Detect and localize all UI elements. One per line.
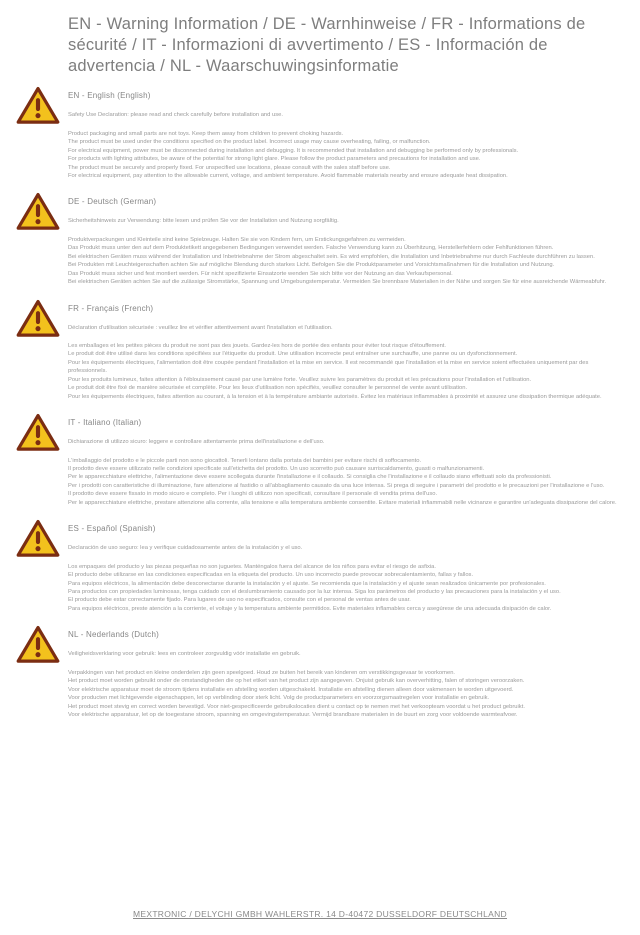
section-content xyxy=(68,87,626,180)
section-content xyxy=(68,520,626,613)
warning-icon-column xyxy=(0,300,68,340)
warning-line: The product must be used under the conditions specified on the product label. Incorrect usage may cause overheating, failing, or malfunction. xyxy=(68,139,431,146)
warning-line: Voor elektrische apparatuur, let op de toegestane stroom, spanning en omgevingstemperatuur. Vermijd brandbare materialen in de buurt en zorg voor voldoende warmteafvoer. xyxy=(68,711,518,718)
section-es xyxy=(0,520,626,613)
warning-icon-column xyxy=(0,414,68,454)
warning-line: Per le apparecchiature elettriche, l'alimentazione deve essere scollegata durante l'installazione e il collaudo. Si consiglia che l'installazione e il collaudo siano effettuati solo da professionisti. xyxy=(68,474,552,481)
warning-triangle-icon xyxy=(15,191,61,233)
warning-line: Les emballages et les petites pièces du produit ne sont pas des jouets. Gardez-les hors de portée des enfants pour éviter tout risque d'étouffement. xyxy=(68,342,447,349)
warning-line: Los empaques del producto y las piezas pequeñas no son juguetes. Manténgalos fuera del alcance de los niños para evitar el riesgo de asfixia. xyxy=(68,563,437,570)
section-content xyxy=(68,626,626,719)
warning-triangle-icon xyxy=(15,298,61,340)
warning-icon-column xyxy=(0,193,68,233)
section-body-de xyxy=(68,236,620,287)
warning-line: El producto debe estar correctamente fijado. Para lugares de uso no especificados, consulte con el personal de ventas antes de usar. xyxy=(68,597,411,604)
section-intro-it: Dichiarazione di utilizzo sicuro: leggere e controllare attentamente prima dell'installazione e dell'uso. xyxy=(68,439,325,446)
warning-line: Voor producten met lichtgevende eigenschappen, let op verblinding door sterk licht. Volg de productparameters en voorzorgsmaatregelen voor installatie en gebruik. xyxy=(68,695,490,702)
warning-line: Le produit doit être utilisé dans les conditions spécifiées sur l'étiquette du produit. Une utilisation incorrecte peut entraîner une surchauffe, une panne ou un dysfonctionnement. xyxy=(68,351,518,358)
warning-line: Il prodotto deve essere utilizzato nelle condizioni specificate sull'etichetta del prodotto. Un uso scorretto può causare surriscaldamento, guasti o malfunzionamenti. xyxy=(68,465,485,472)
warning-line: L'imballaggio del prodotto e le piccole parti non sono giocattoli. Tenerli lontano dalla portata dei bambini per evitare rischi di soffocamento. xyxy=(68,457,422,464)
warning-triangle-icon xyxy=(15,624,61,666)
warning-line: Das Produkt muss unter den auf dem Produktetikett angegebenen Bedingungen verwendet werden. Falsche Verwendung kann zu Überhitzung, Herstellerfehlern oder Fehlfunktionen führen. xyxy=(68,245,554,252)
warning-line: For electrical equipment, power must be disconnected during installation and debugging. It is recommended that installation and debugging be performed only by professionals. xyxy=(68,147,519,154)
warning-line: Produktverpackungen und Kleinteile sind keine Spielzeuge. Halten Sie sie von Kindern fern, um Erstickungsgefahren zu vermeiden. xyxy=(68,236,406,243)
section-body-es xyxy=(68,563,620,614)
section-heading-it: IT - Italiano (Italian) xyxy=(68,418,142,428)
warning-line: Para productos con propiedades luminosas, tenga cuidado con el deslumbramiento causado por la luz intensa. Siga los parámetros del producto y las precauciones para la instalación y el uso. xyxy=(68,588,561,595)
section-intro-nl: Veiligheidsverklaring voor gebruik: lees en controleer zorgvuldig vóór installatie en gebruik. xyxy=(68,651,301,658)
warning-line: Bei elektrischen Geräten muss während der Installation und Inbetriebnahme der Strom abgeschaltet sein. Es wird empfohlen, die Installation und Inbetriebnahme nur durch Fachleute durchführen zu lassen. xyxy=(68,253,595,260)
section-body-fr xyxy=(68,342,620,401)
section-heading-en: EN - English (English) xyxy=(68,91,151,101)
warning-line: Il prodotto deve essere fissato in modo sicuro e completo. Per i luoghi di utilizzo non specificati, consultare il personale di vendita prima dell'uso. xyxy=(68,491,438,498)
warning-line: Das Produkt muss sicher und fest montiert werden. Für nicht spezifizierte Einsatzorte wenden Sie sich bitte vor der Nutzung an das Verkaufspersonal. xyxy=(68,270,453,277)
section-body-nl xyxy=(68,669,620,720)
warning-triangle-icon xyxy=(15,412,61,454)
warning-line: Bei elektrischen Geräten achten Sie auf die zulässige Stromstärke, Spannung und Umgebungstemperatur. Vermeiden Sie brennbare Materialien in der Nähe und sorgen Sie für eine ausreichende Wärmeabfuhr. xyxy=(68,279,607,286)
warning-icon-column xyxy=(0,87,68,127)
section-content xyxy=(68,193,626,286)
warning-line: Verpakkingen van het product en kleine onderdelen zijn geen speelgoed. Houd ze buiten het bereik van kinderen om verstikkingsgevaar te voorkomen. xyxy=(68,669,456,676)
warning-line: El producto debe utilizarse en las condiciones especificadas en la etiqueta del producto. Un uso incorrecto puede provocar sobrecalentamiento, fallas y fallos. xyxy=(68,572,474,579)
warning-triangle-icon xyxy=(15,85,61,127)
section-intro-es: Declaración de uso seguro: lea y verifique cuidadosamente antes de la instalación y el uso. xyxy=(68,545,303,552)
warning-line: The product must be securely and properly fixed. For unspecified use locations, please consult with the sales staff before use. xyxy=(68,164,391,171)
warning-line: Le produit doit être fixé de manière sécurisée et complète. Pour les lieux d'utilisation non spécifiés, veuillez consulter le personnel de vente avant utilisation. xyxy=(68,385,468,392)
warning-line: Para equipos eléctricos, la alimentación debe desconectarse durante la instalación y el ajuste. Se recomienda que la instalación y el ajuste sean realizados únicamente por profesionales. xyxy=(68,580,546,587)
warning-line: Pour les produits lumineux, faites attention à l'éblouissement causé par une lumière forte. Veuillez suivre les paramètres du produit et les précautions pour l'installation et l'utilisation. xyxy=(68,376,532,383)
section-body-en xyxy=(68,130,620,181)
section-en xyxy=(0,87,626,180)
section-body-it xyxy=(68,457,620,508)
section-content xyxy=(68,414,626,507)
section-de xyxy=(0,193,626,286)
warning-line: Product packaging and small parts are not toys. Keep them away from children to prevent choking hazards. xyxy=(68,130,344,137)
section-heading-fr: FR - Français (French) xyxy=(68,303,154,313)
warning-icon-column xyxy=(0,626,68,666)
warning-line: For products with lighting attributes, be aware of the potential for strong light glare. Please follow the product parameters and precautions for installation and use. xyxy=(68,156,481,163)
warning-line: Voor elektrische apparatuur moet de stroom tijdens installatie en afstelling worden uitgeschakeld. Installatie en afstelling dienen alleen door vakmensen te worden uitgevoerd. xyxy=(68,686,514,693)
section-intro-fr: Déclaration d'utilisation sécurisée : veuillez lire et vérifier attentivement avant l'installation et l'utilisation. xyxy=(68,324,333,331)
warning-line: Het product moet worden gebruikt onder de omstandigheden die op het etiket van het product zijn aangegeven. Onjuist gebruik kan oververhitting, falen of storingen veroorzaken. xyxy=(68,678,525,685)
manufacturer-footer: MEXTRONIC / DELYCHI GMBH WAHLERSTR. 14 D-40472 DUSSELDORF DEUTSCHLAND xyxy=(133,909,507,919)
warning-line: Per i prodotti con caratteristiche di illuminazione, fare attenzione al fastidio o all'abbagliamento causato da una luce intensa. Si prega di seguire i parametri del prodotto e le precauzioni per l'installazione e l'uso. xyxy=(68,482,605,489)
warning-line: Bei Produkten mit Leuchteigenschaften achten Sie auf mögliche Blendung durch starkes Licht. Befolgen Sie die Produktparameter und Vorsichtsmaßnahmen für die Installation und Nutzung. xyxy=(68,262,555,269)
section-fr xyxy=(0,300,626,402)
warning-line: Per le apparecchiature elettriche, prestare attenzione alla corrente, alla tensione e alla temperatura ambiente consentite. Evitare materiali infiammabili nelle vicinanze e garantire un'adeguata dissipazione del calore. xyxy=(68,499,617,506)
page-title: EN - Warning Information / DE - Warnhinweise / FR - Informations de sécurité / IT - Informazioni di avvertimento / ES - Información de advertencia / NL - Waarschuwingsinformatie xyxy=(68,15,586,76)
warning-line: Het product moet stevig en correct worden bevestigd. Voor niet-gespecificeerde gebruikslocaties dient u contact op te nemen met het verkoopteam voordat u het product gebruikt. xyxy=(68,703,525,710)
section-intro-en: Safety Use Declaration: please read and check carefully before installation and use. xyxy=(68,112,283,119)
section-heading-es: ES - Español (Spanish) xyxy=(68,524,156,534)
warning-icon-column xyxy=(0,520,68,560)
warning-triangle-icon xyxy=(15,518,61,560)
section-heading-de: DE - Deutsch (German) xyxy=(68,197,157,207)
section-it xyxy=(0,414,626,507)
section-intro-de: Sicherheitshinweis zur Verwendung: bitte lesen und prüfen Sie vor der Installation und Nutzung sorgfältig. xyxy=(68,218,339,225)
section-content xyxy=(68,300,626,402)
warning-line: Pour les équipements électriques, faites attention au courant, à la tension et à la température ambiante autorisés. Évitez les matériaux inflammables à proximité et assurez une dissipation thermique adéquate. xyxy=(68,393,602,400)
warning-line: Pour les équipements électriques, l'alimentation doit être coupée pendant l'installation et la mise en service. Il est recommandé que l'installation et la mise en service soient effectuées uniquement par des professionnels. xyxy=(68,359,589,375)
section-heading-nl: NL - Nederlands (Dutch) xyxy=(68,630,160,640)
warning-line: Para equipos eléctricos, preste atención a la corriente, el voltaje y la temperatura ambiente permitidos. Evite materiales inflamables cerca y asegúrese de una adecuada disipación de calor. xyxy=(68,605,552,612)
section-nl xyxy=(0,626,626,719)
warning-line: For electrical equipment, pay attention to the allowable current, voltage, and ambient temperature. Avoid flammable materials nearby and ensure adequate heat dissipation. xyxy=(68,172,508,179)
